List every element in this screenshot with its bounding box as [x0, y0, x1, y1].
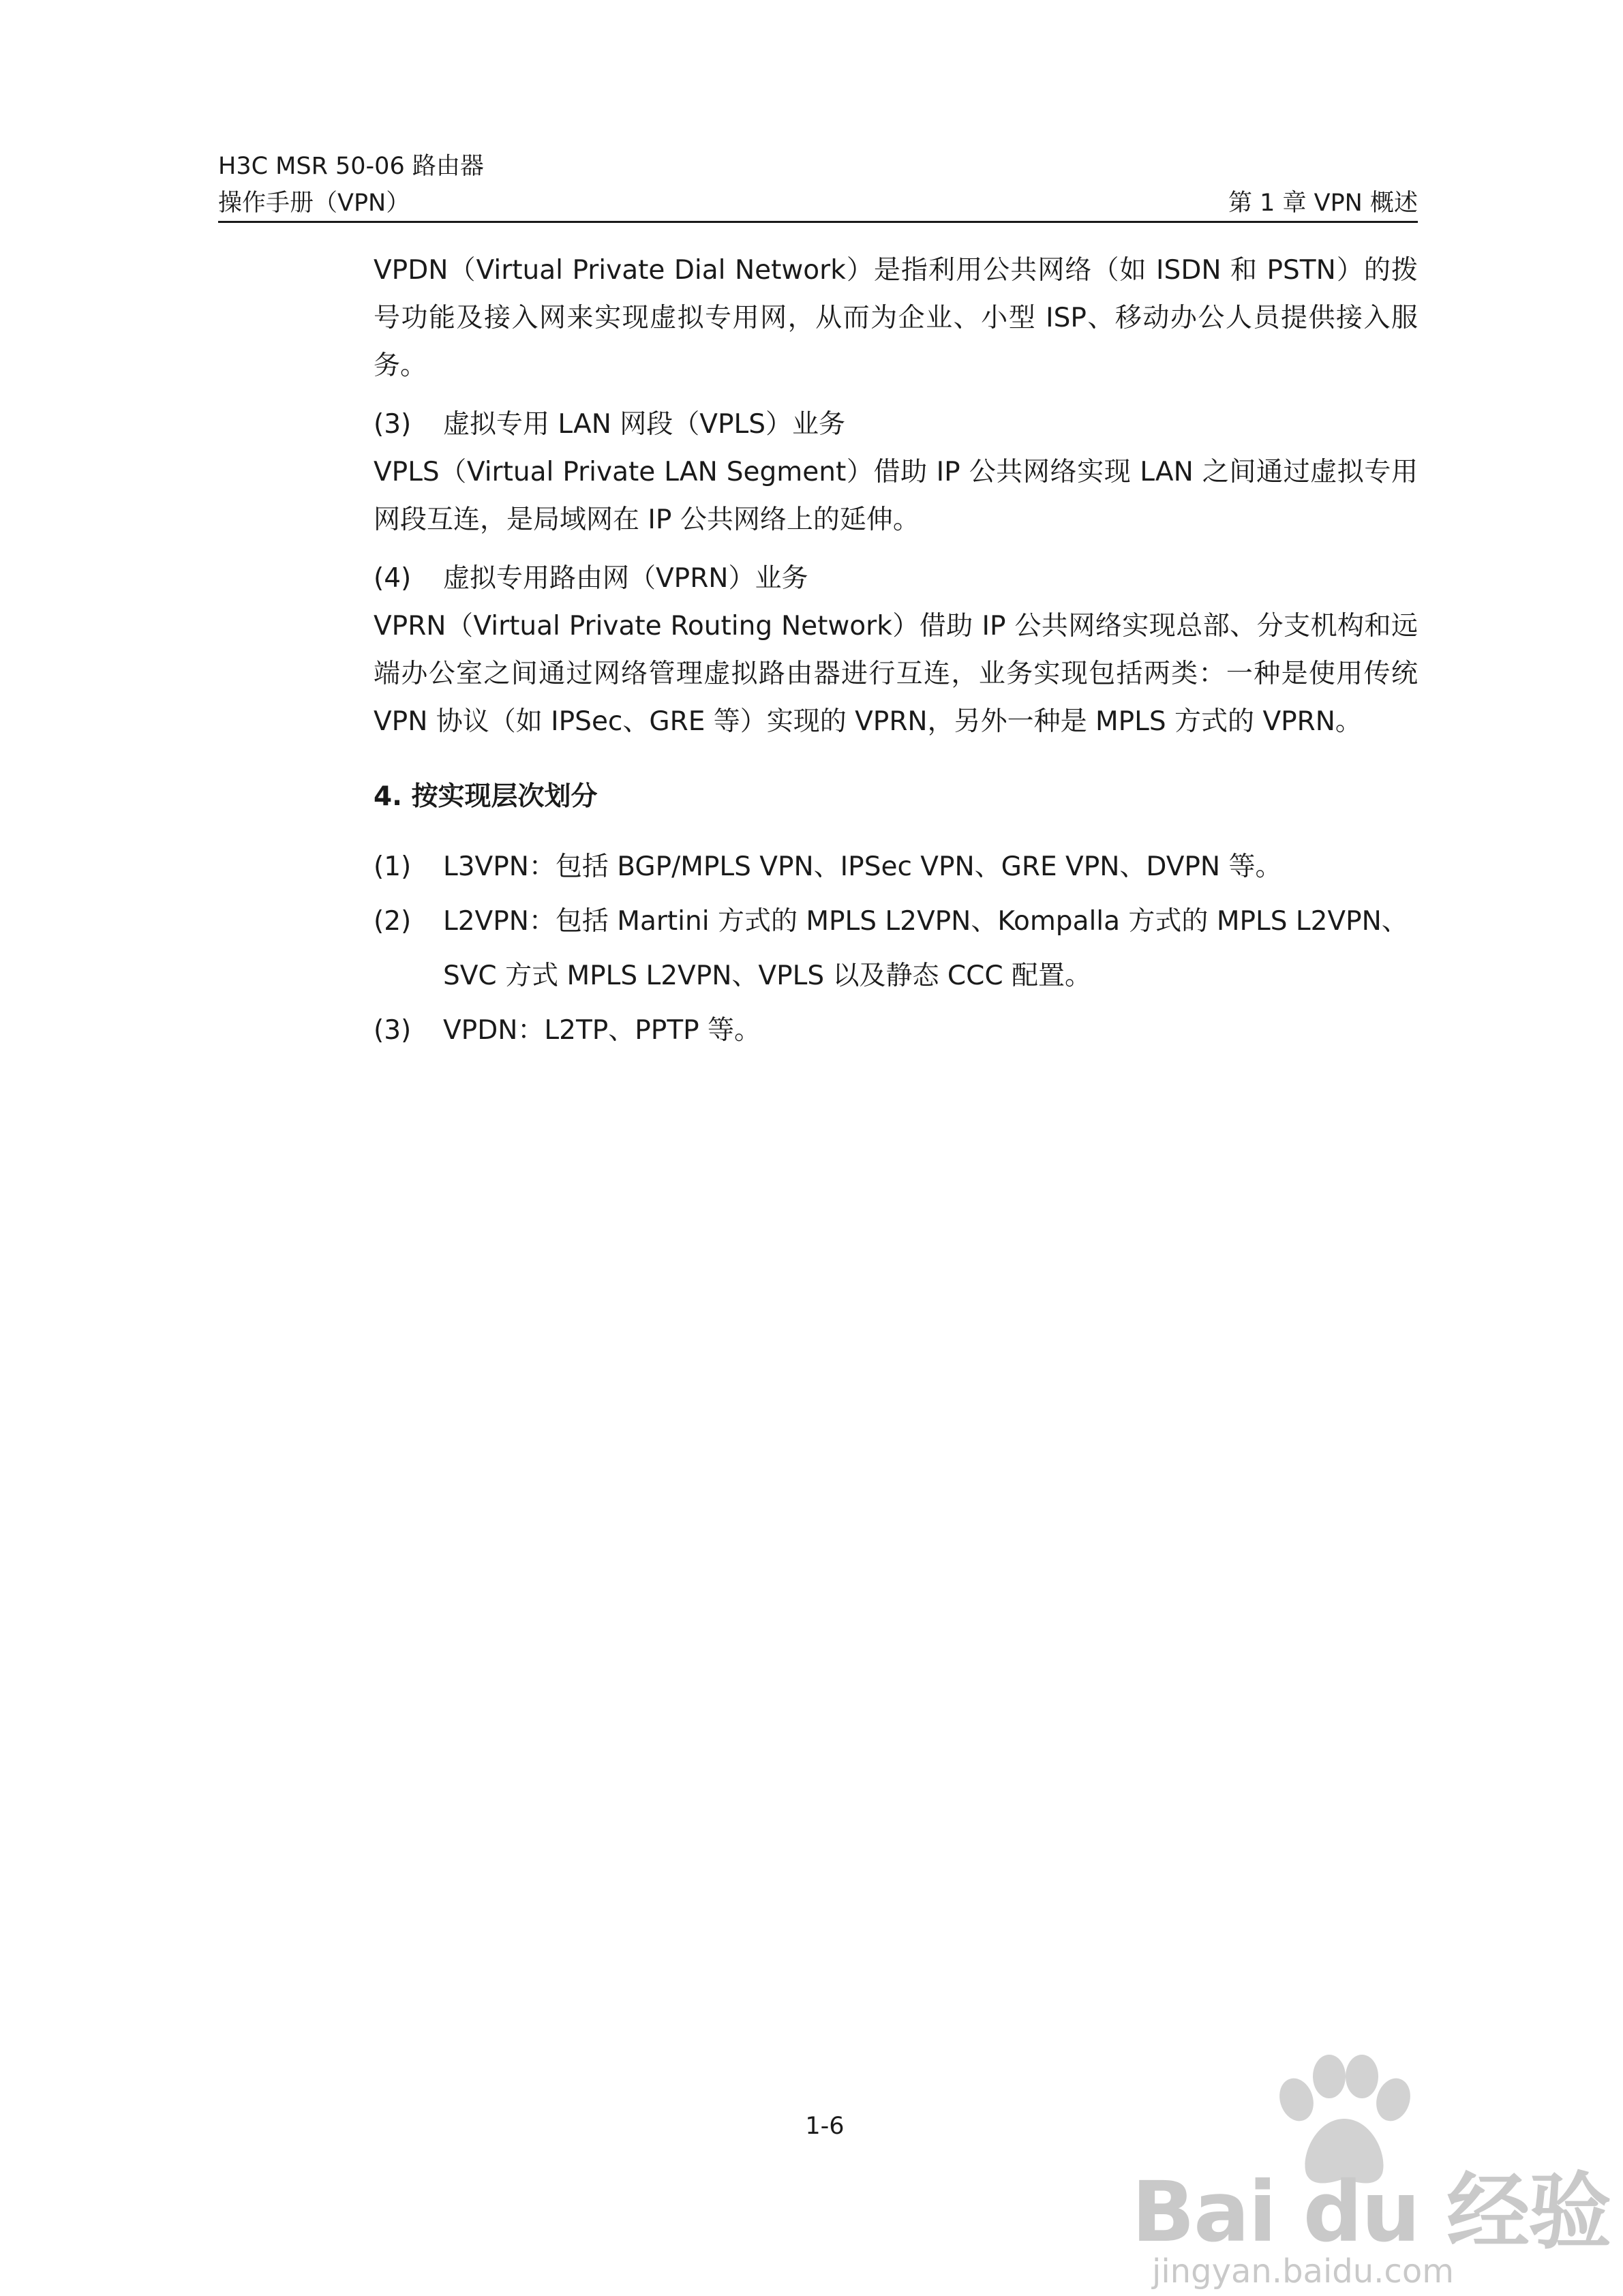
- list-number: (3): [374, 1015, 412, 1046]
- item-number: (4): [374, 563, 412, 594]
- page-number: 1-6: [805, 2113, 845, 2140]
- list-number: (2): [374, 906, 412, 937]
- vpdn-paragraph: VPDN（Virtual Private Dial Network）是指利用公共网络（如 ISDN 和 PSTN）的拨号功能及接入网来实现虚拟专用网，从而为企业、小型 ISP、移动办公人员提供接入服务。: [374, 255, 1418, 381]
- subheading-text: 虚拟专用 LAN 网段（VPLS）业务: [443, 409, 845, 440]
- list-item: [374, 1003, 1418, 1058]
- list-text: L3VPN：包括 BGP/MPLS VPN、IPSec VPN、GRE VPN、DVPN 等。: [443, 851, 1282, 882]
- section-heading: 4. 按实现层次划分: [374, 781, 598, 812]
- vpls-paragraph: VPLS（Virtual Private LAN Segment）借助 IP 公共网络实现 LAN 之间通过虚拟专用网段互连，是局域网在 IP 公共网络上的延伸。: [374, 457, 1418, 535]
- baidu-watermark: [1132, 2052, 1611, 2291]
- page-header: [218, 149, 1418, 222]
- header-row: [218, 184, 1418, 222]
- manual-title: 操作手册（VPN）: [218, 190, 410, 217]
- subheading-text: 虚拟专用路由网（VPRN）业务: [443, 563, 808, 594]
- item-number: (3): [374, 409, 412, 440]
- page-body: [374, 247, 1418, 1058]
- watermark-url: jingyan.baidu.com: [1152, 2252, 1454, 2291]
- product-name: H3C MSR 50-06 路由器: [218, 153, 484, 180]
- header-divider: [218, 221, 1418, 223]
- vprn-paragraph: VPRN（Virtual Private Routing Network）借助 IP 公共网络实现总部、分支机构和远端办公室之间通过网络管理虚拟路由器进行互连，业务实现包括两类：一种是使用传统 VPN 协议（如 IPSec、GRE 等）实现的 VPRN，另外一种是 MPLS 方式的 VPRN。: [374, 611, 1418, 737]
- list-item: [374, 894, 1418, 1003]
- list-number: (1): [374, 851, 412, 882]
- chapter-title: 第 1 章 VPN 概述: [1228, 190, 1418, 217]
- list-text: L2VPN：包括 Martini 方式的 MPLS L2VPN、Kompalla 方式的 MPLS L2VPN、SVC 方式 MPLS L2VPN、VPLS 以及静态 CCC 配置。: [443, 906, 1408, 991]
- watermark-brand: Bai du 经验: [1132, 2164, 1611, 2261]
- subheading-vpls: [374, 401, 1418, 449]
- subheading-vprn: [374, 555, 1418, 603]
- list-text: VPDN：L2TP、PPTP 等。: [443, 1015, 761, 1046]
- list-item: [374, 840, 1418, 894]
